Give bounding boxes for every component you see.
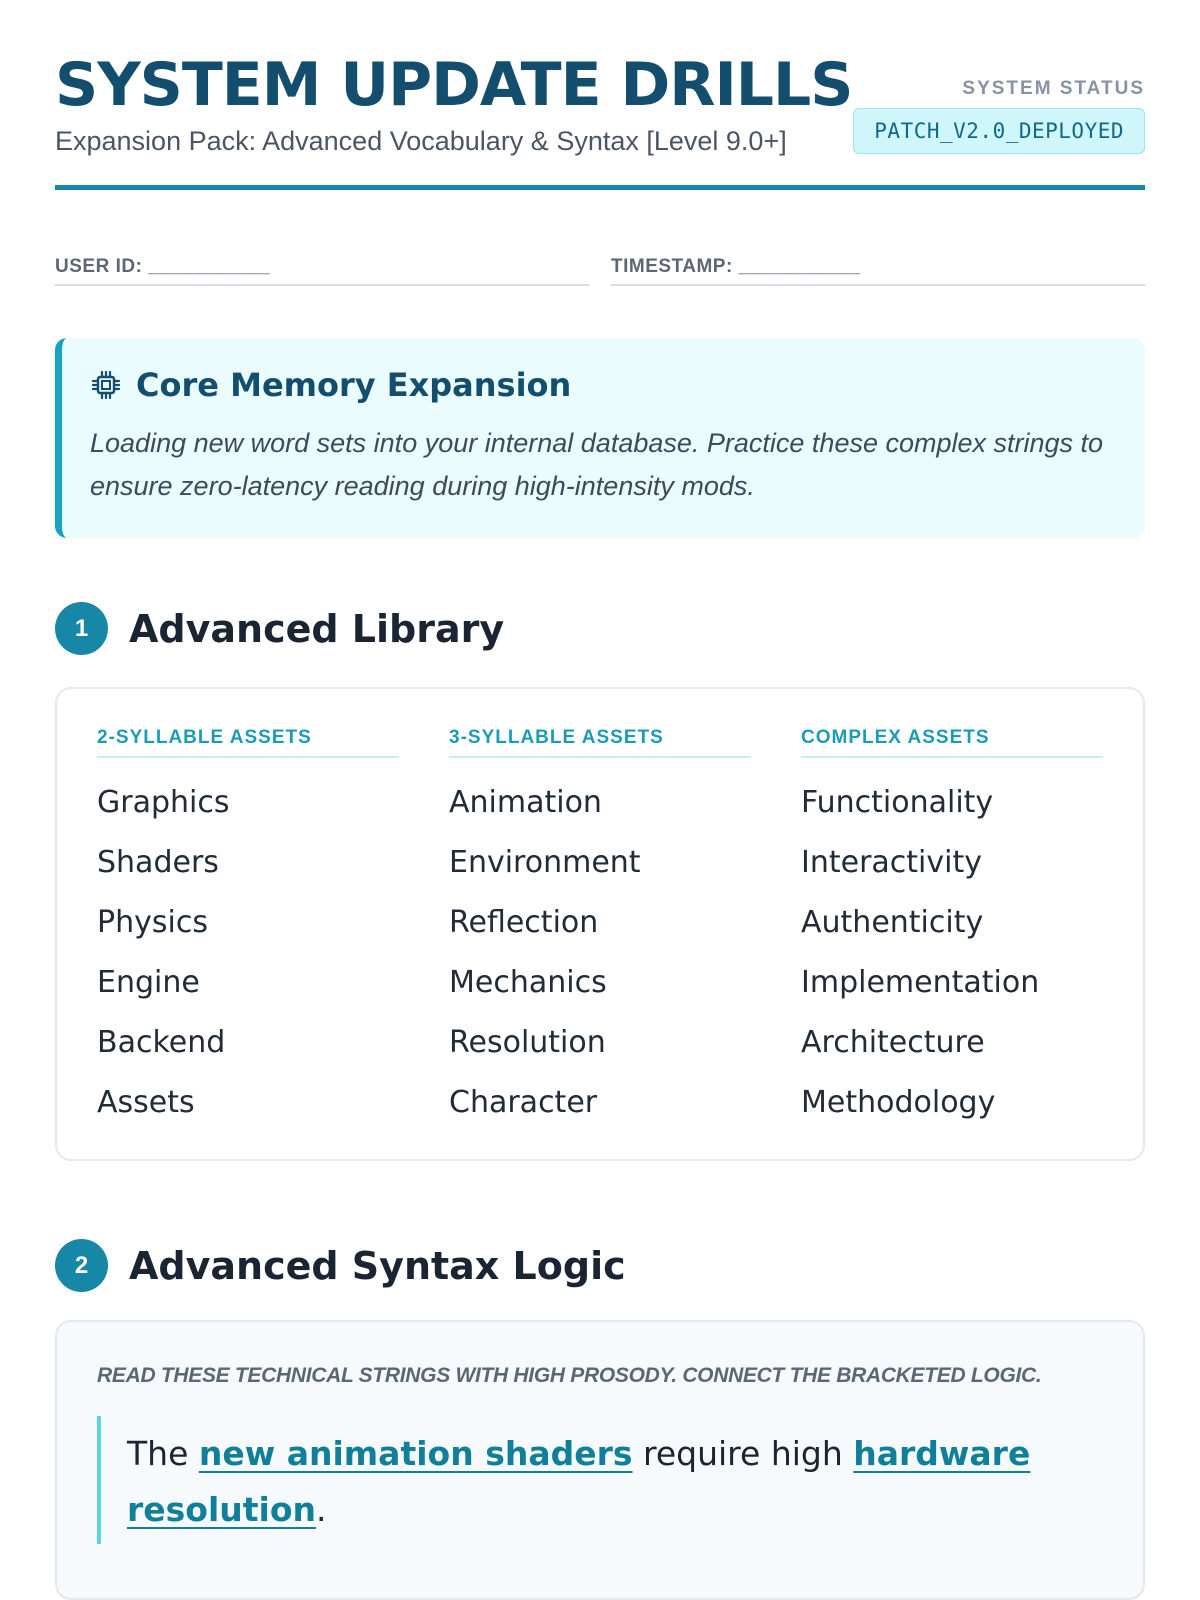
word-item: Interactivity (801, 845, 982, 880)
word-item: Methodology (801, 1085, 996, 1120)
column-2-syllable (97, 727, 399, 1121)
word-item: Implementation (801, 965, 1040, 1000)
word-item: Engine (97, 965, 200, 1000)
sentence-text: . (316, 1490, 327, 1529)
section-1-title: Advanced Library (129, 606, 505, 651)
word-list (97, 784, 399, 1121)
section-1-number: 1 (55, 602, 108, 655)
word-item: Assets (97, 1085, 195, 1120)
column-complex (801, 727, 1103, 1121)
column-heading: 2-SYLLABLE ASSETS (97, 727, 399, 758)
callout-title-row (90, 366, 1105, 404)
status-badge: PATCH_V2.0_DEPLOYED (853, 108, 1145, 154)
page-subtitle: Expansion Pack: Advanced Vocabulary & Syntax [Level 9.0+] (55, 126, 787, 156)
syntax-logic-card (55, 1320, 1145, 1600)
page-header (55, 0, 1145, 190)
info-fields (55, 256, 1145, 286)
word-item: Resolution (449, 1025, 606, 1060)
chip-icon (90, 369, 122, 401)
word-item: Shaders (97, 845, 219, 880)
word-list (801, 784, 1103, 1121)
callout-body: Loading new word sets into your internal database. Practice these complex strings to ensure zero-latency reading during high-intensity mods. (90, 428, 1104, 501)
column-heading: COMPLEX ASSETS (801, 727, 1103, 758)
word-item: Physics (97, 905, 208, 940)
callout-title: Core Memory Expansion (136, 366, 572, 404)
section-2-title: Advanced Syntax Logic (129, 1243, 626, 1288)
sentence-highlight: new animation shaders (198, 1434, 633, 1473)
word-item: Graphics (97, 785, 230, 820)
word-item: Reflection (449, 905, 599, 940)
sentence-highlight: hardware resolution (127, 1434, 1031, 1529)
word-item: Authenticity (801, 905, 984, 940)
syntax-instruction: READ THESE TECHNICAL STRINGS WITH HIGH PROSODY. CONNECT THE BRACKETED LOGIC. (97, 1364, 1042, 1387)
word-item: Mechanics (449, 965, 607, 1000)
section-1-header (55, 602, 1145, 655)
system-status (853, 78, 1145, 154)
column-3-syllable (449, 727, 751, 1121)
advanced-library-card (55, 687, 1145, 1161)
word-columns (97, 727, 1103, 1121)
page-title: SYSTEM UPDATE DRILLS (55, 50, 853, 120)
syntax-sentence (97, 1416, 1103, 1544)
word-item: Functionality (801, 785, 994, 820)
column-heading: 3-SYLLABLE ASSETS (449, 727, 751, 758)
word-item: Environment (449, 845, 641, 880)
timestamp-field[interactable]: TIMESTAMP: ___________ (611, 256, 1145, 286)
section-2-header (55, 1239, 1145, 1292)
word-item: Animation (449, 785, 602, 820)
word-list (449, 784, 751, 1121)
core-memory-callout (55, 338, 1145, 538)
word-item: Character (449, 1085, 598, 1120)
word-item: Architecture (801, 1025, 985, 1060)
user-id-field[interactable]: USER ID: ___________ (55, 256, 589, 286)
status-label: SYSTEM STATUS (962, 78, 1145, 99)
sentence-text: The (127, 1434, 199, 1473)
section-2-number: 2 (55, 1239, 108, 1292)
sentence-text: require high (632, 1434, 854, 1473)
word-item: Backend (97, 1025, 226, 1060)
